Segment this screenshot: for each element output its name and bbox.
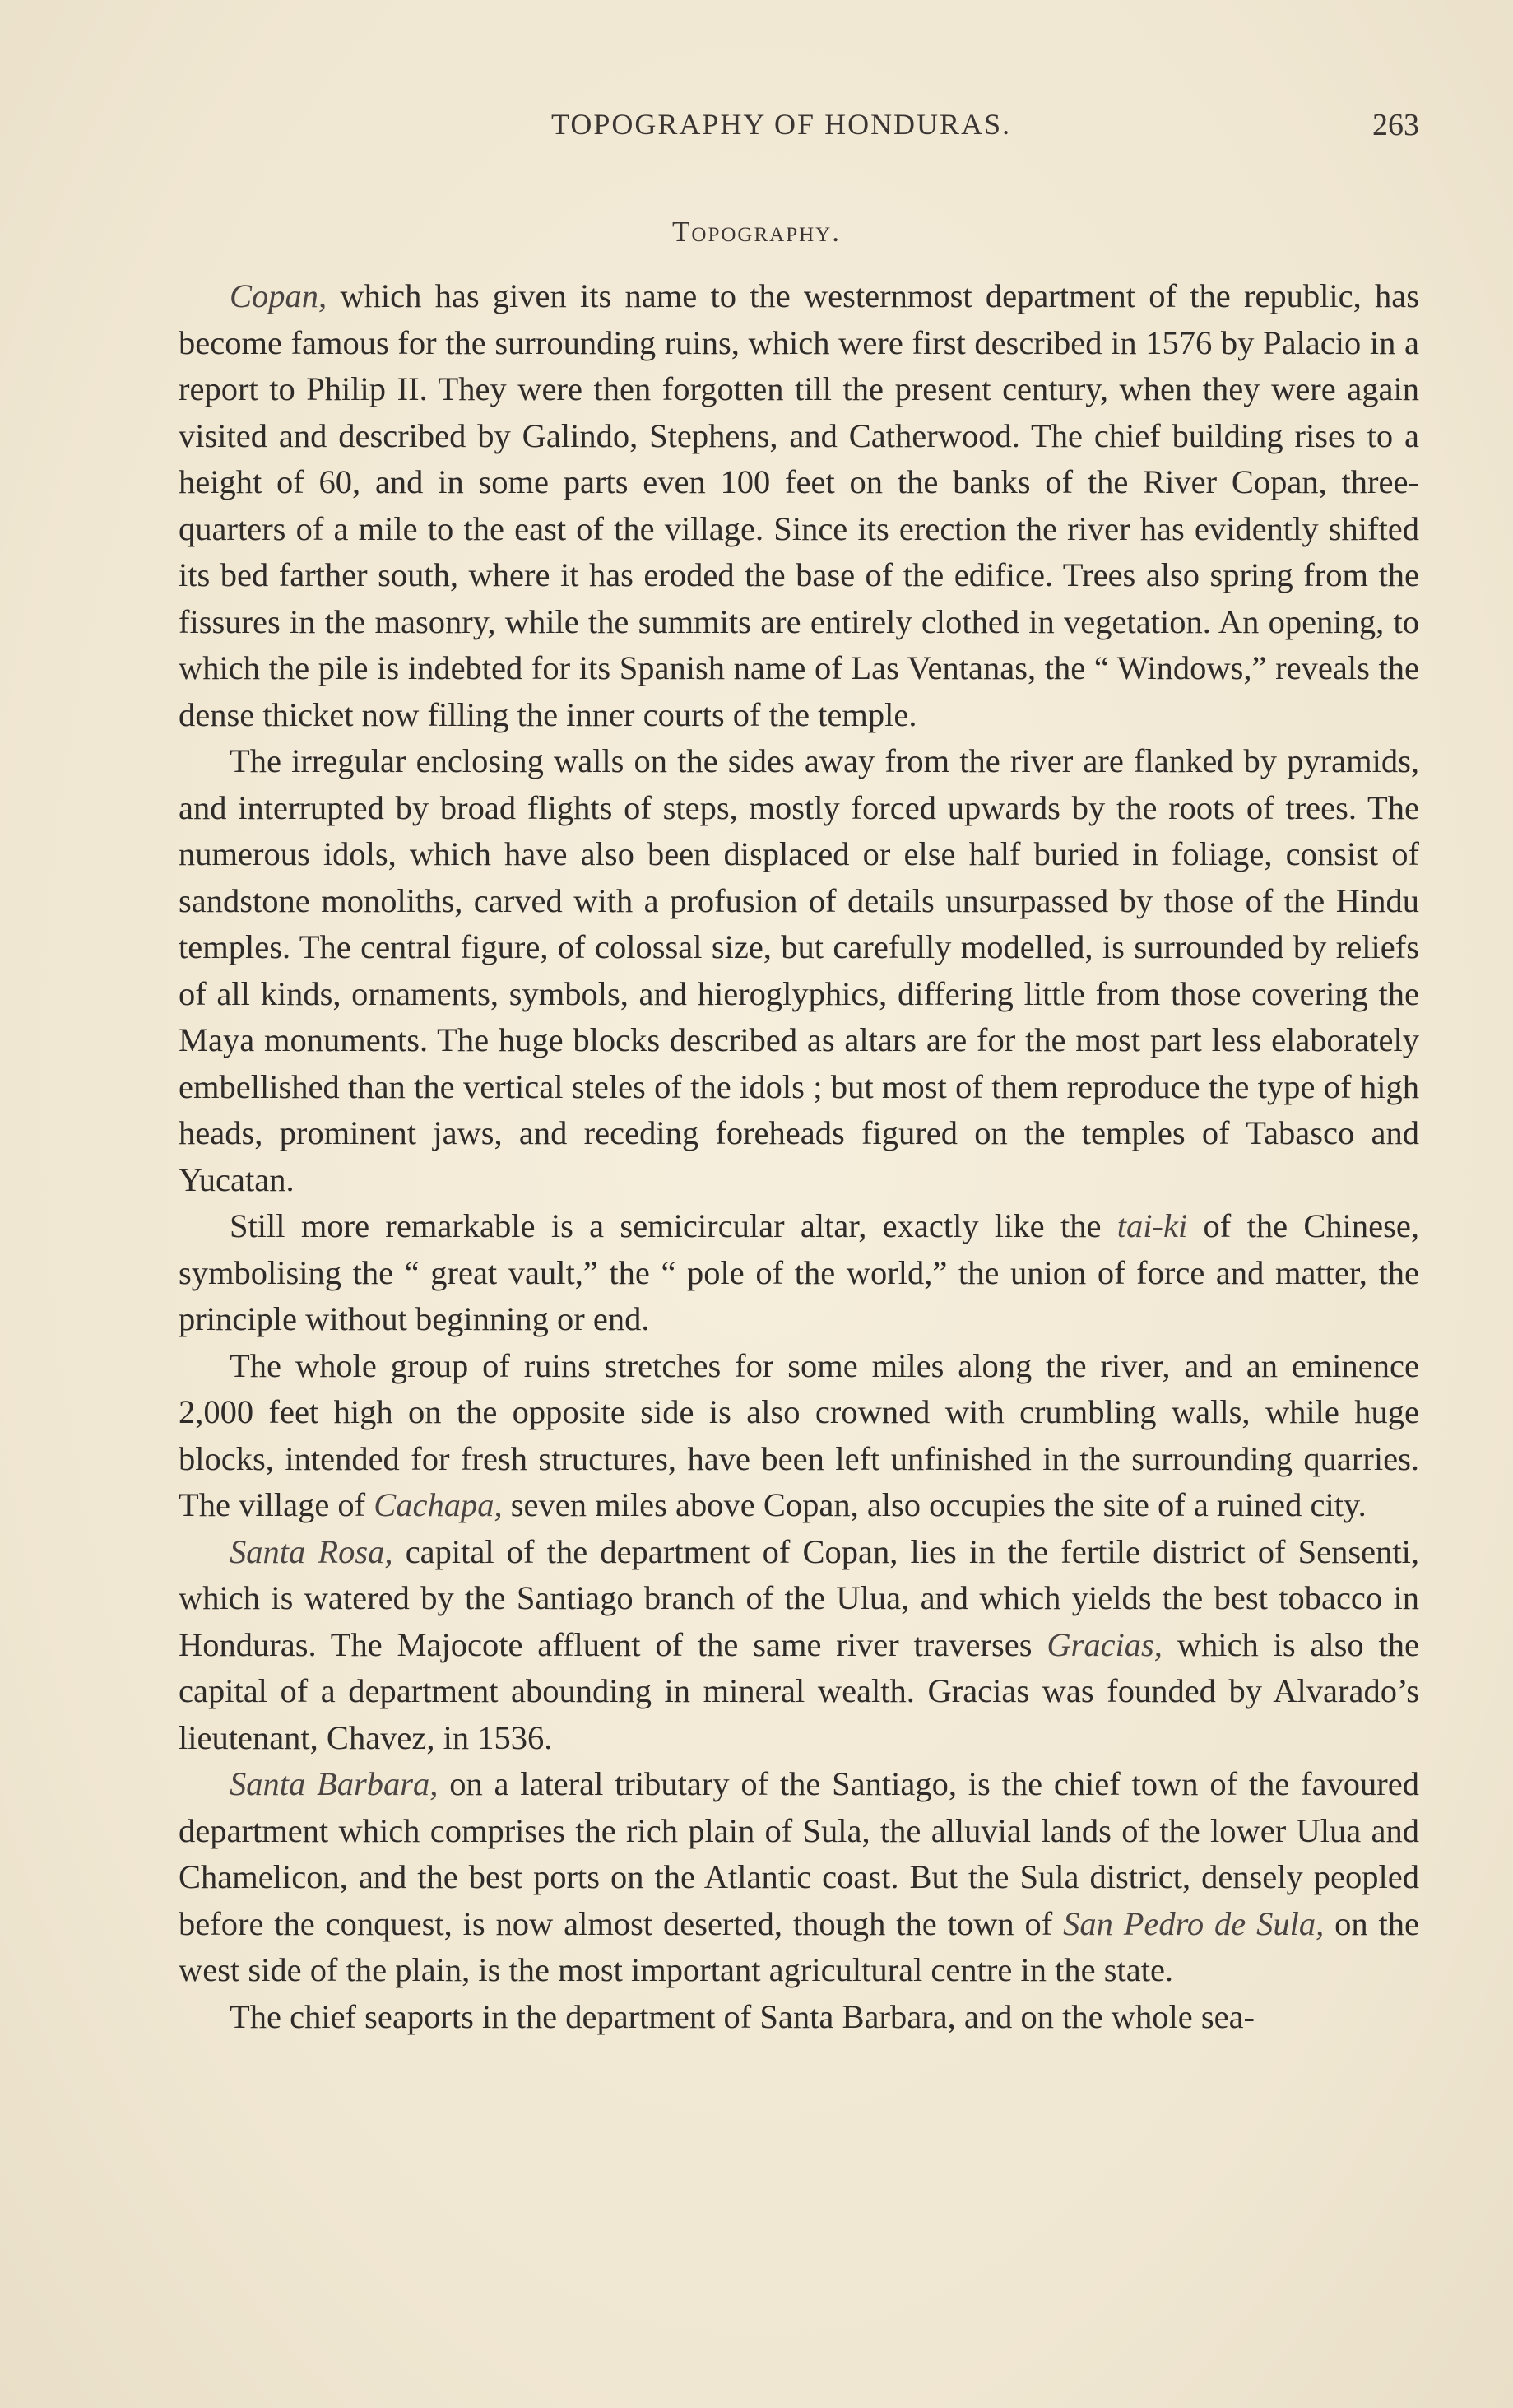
section-heading: Topography. xyxy=(672,216,841,248)
paragraph-santa-barbara xyxy=(179,1761,1419,1994)
paragraph-seaports xyxy=(179,1994,1419,2041)
paragraph-text: on the west side of the plain, is the most important agricultural centre in the state. xyxy=(179,1904,1419,1988)
place-name-san-pedro-de-sula: San Pedro de Sula, xyxy=(1063,1904,1325,1942)
running-head xyxy=(177,107,1419,153)
paragraph-text: of the Chinese, symbolising the “ great vault,” the “ pole of the world,” the union of force and matter, the principle without beginning or end. xyxy=(179,1207,1419,1337)
paragraph-text: The chief seaports in the department of Santa Barbara, and on the whole sea- xyxy=(230,1997,1255,2035)
paragraph-text: capital of the department of Copan, lies in the fertile district of Sensenti, which is watered by the Santiago branch of the Ulua, and which yields the best tobacco in Honduras. The Majocote affluent of the same river traverses xyxy=(179,1532,1419,1663)
paragraph-text: on a lateral tributary of the Santiago, is the chief town of the favoured department which comprises the rich plain of Sula, the alluvial lands of the lower Ulua and Chamelicon, and the best ports on the Atlantic coast. But the Sula district, densely peopled before the conquest, is now almost deserted, though the town of xyxy=(179,1765,1420,1942)
place-name-cachapa: Cachapa, xyxy=(374,1486,503,1523)
paragraph-text: seven miles above Copan, also occupies the site of a ruined city. xyxy=(502,1486,1367,1523)
term-tai-ki: tai-ki xyxy=(1116,1207,1188,1244)
place-name-copan: Copan, xyxy=(230,277,327,314)
paragraph-text: Still more remarkable is a semicircular altar, exactly like the xyxy=(230,1207,1117,1244)
body-text xyxy=(179,273,1419,2040)
paragraph-enclosing-walls xyxy=(179,738,1419,1203)
place-name-santa-rosa: Santa Rosa, xyxy=(230,1532,393,1570)
paragraph-santa-rosa xyxy=(179,1529,1419,1762)
page-number: 263 xyxy=(1372,108,1419,142)
paragraph-text: which is also the capital of a department abounding in mineral wealth. Gracias was founded by Alvarado’s lieutenant, Chavez, in 1536. xyxy=(179,1625,1419,1756)
running-title: TOPOGRAPHY OF HONDURAS. xyxy=(551,108,1012,141)
paragraph-ruins-group xyxy=(179,1343,1419,1529)
paragraph-copan xyxy=(179,273,1419,738)
place-name-gracias: Gracias, xyxy=(1047,1625,1163,1663)
paragraph-text: The irregular enclosing walls on the sides away from the river are flanked by pyramids, and interrupted by broad flights of steps, mostly forced upwards by the roots of trees. The numerous idols, which have also been displaced or else half buried in foliage, consist of sandstone monoliths, carved with a profusion of details unsurpassed by those of the Hindu temples. The central figure, of colossal size, but carefully modelled, is surrounded by reliefs of all kinds, ornaments, symbols, and hieroglyphics, differing little from those covering the Maya monuments. The huge blocks described as altars are for the most part less elaborately embellished than the vertical steles of the idols ; but most of them reproduce the type of high heads, prominent jaws, and receding foreheads figured on the temples of Tabasco and Yucatan. xyxy=(179,742,1419,1198)
paragraph-text: which has given its name to the westernmost department of the republic, has become famous for the surrounding ruins, which were first described in 1576 by Palacio in a report to Philip II. They were then forgotten till the present century, when they were again visited and described by Galindo, Stephens, and Catherwood. The chief building rises to a height of 60, and in some parts even 100 feet on the banks of the River Copan, three-quarters of a mile to the east of the village. Since its erection the river has evidently shifted its bed farther south, where it has eroded the base of the edifice. Trees also spring from the fissures in the masonry, while the summits are entirely clothed in vegetation. An opening, to which the pile is indebted for its Spanish name of Las Ventanas, the “ Windows,” reveals the dense thicket now filling the inner courts of the temple. xyxy=(179,277,1419,733)
paragraph-altar xyxy=(179,1203,1419,1343)
place-name-santa-barbara: Santa Barbara, xyxy=(230,1765,439,1802)
paragraph-text: The whole group of ruins stretches for some miles along the river, and an eminence 2,000 feet high on the opposite side is also crowned with crumbling walls, while huge blocks, intended for fresh structures, have been left unfinished in the surrounding quarries. The village of xyxy=(179,1346,1419,1523)
